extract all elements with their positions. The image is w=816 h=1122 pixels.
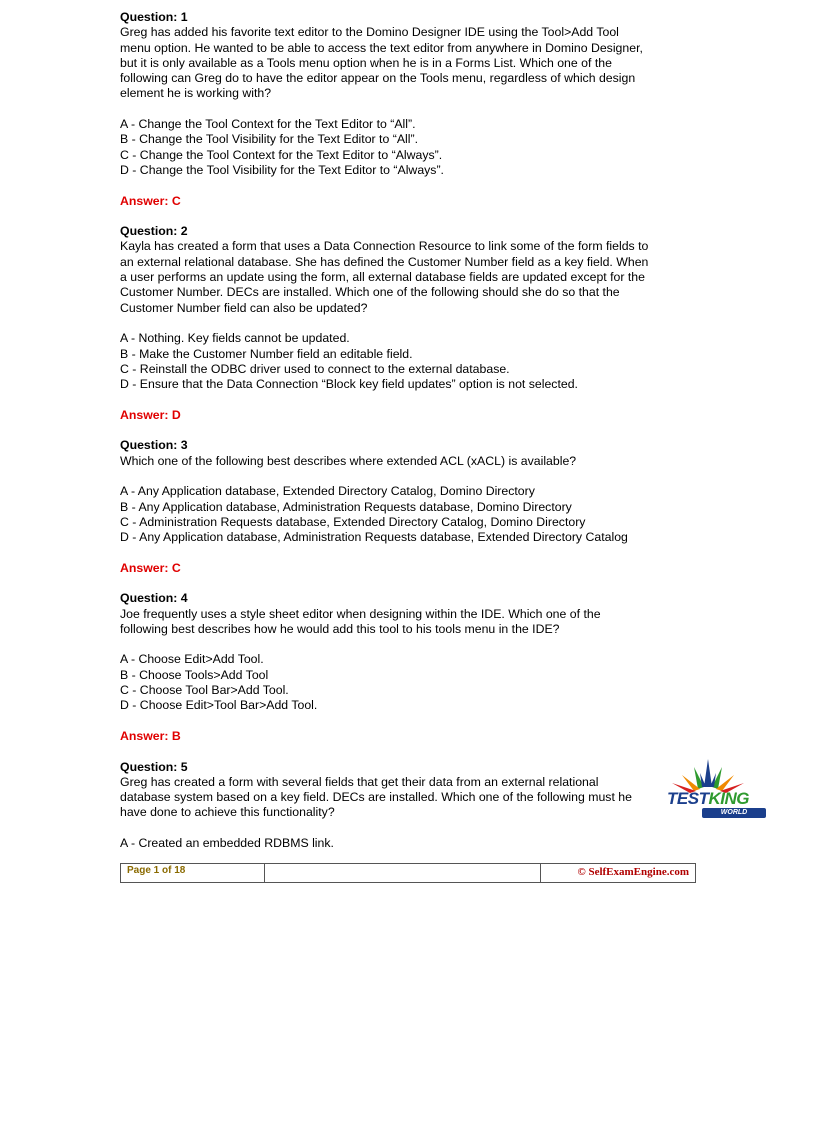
correct-answer: Answer: B xyxy=(120,728,181,743)
footer-spacer xyxy=(265,864,541,882)
answer-option: D - Any Application database, Administration Requests database, Extended Directory Catalog xyxy=(120,530,628,545)
answer-option: B - Change the Tool Visibility for the Text Editor to “All”. xyxy=(120,132,419,147)
answer-option: A - Nothing. Key fields cannot be updated. xyxy=(120,331,350,346)
answer-option: A - Any Application database, Extended Directory Catalog, Domino Directory xyxy=(120,484,535,499)
question-block xyxy=(120,438,700,591)
answer-option: D - Ensure that the Data Connection “Block key field updates” option is not selected. xyxy=(120,377,578,392)
page-number: Page 1 of 18 xyxy=(121,864,265,882)
question-text: Greg has created a form with several fields that get their data from an external relational database system based on a key field. DECs are installed. Which one of the following must he have done to achieve this functionality? xyxy=(120,774,632,820)
answer-option: C - Change the Tool Context for the Text Editor to “Always”. xyxy=(120,147,443,162)
exam-content xyxy=(120,10,700,851)
question-text: Which one of the following best describes where extended ACL (xACL) is available? xyxy=(120,453,577,468)
question-label: Question: 1 xyxy=(120,10,188,24)
question-label: Question: 2 xyxy=(120,224,188,239)
correct-answer: Answer: C xyxy=(120,193,181,208)
question-block xyxy=(120,591,700,759)
question-label: Question: 5 xyxy=(120,759,188,774)
answer-option: C - Choose Tool Bar>Add Tool. xyxy=(120,683,289,698)
answer-option: B - Choose Tools>Add Tool xyxy=(120,667,269,682)
logo-wordmark: TESTKING xyxy=(667,789,749,808)
correct-answer: Answer: D xyxy=(120,407,181,422)
question-label: Question: 3 xyxy=(120,438,188,453)
answer-option: C - Administration Requests database, Extended Directory Catalog, Domino Directory xyxy=(120,514,586,529)
question-text: Kayla has created a form that uses a Data Connection Resource to link some of the form fields to an external relational database. She has defined the Customer Number field as a key field. When a user performs an update using the form, all external database fields are updated except for the Customer Number. DECs are installed. Which one of the following should she do so that the Customer Number field can also be updated? xyxy=(120,239,649,315)
question-block xyxy=(120,10,700,224)
question-label: Question: 4 xyxy=(120,591,188,606)
answer-option: A - Choose Edit>Add Tool. xyxy=(120,652,264,667)
copyright-text: © SelfExamEngine.com xyxy=(577,866,689,878)
answer-option: D - Choose Edit>Tool Bar>Add Tool. xyxy=(120,698,318,713)
question-block xyxy=(120,760,700,852)
answer-option: C - Reinstall the ODBC driver used to connect to the external database. xyxy=(120,361,510,376)
page-footer xyxy=(120,863,696,883)
answer-option: B - Make the Customer Number field an editable field. xyxy=(120,346,413,361)
answer-option: A - Created an embedded RDBMS link. xyxy=(120,836,334,851)
question-text: Joe frequently uses a style sheet editor when designing within the IDE. Which one of the following best describes how he would add this tool to his tools menu in the IDE? xyxy=(120,606,601,636)
answer-option: D - Change the Tool Visibility for the Text Editor to “Always”. xyxy=(120,162,444,177)
answer-option: B - Any Application database, Administration Requests database, Domino Directory xyxy=(120,499,572,514)
correct-answer: Answer: C xyxy=(120,560,181,575)
question-block xyxy=(120,224,700,438)
question-text: Greg has added his favorite text editor to the Domino Designer IDE using the Tool>Add Tool menu option. He wanted to be able to access the text editor from anywhere in Domino Designer, but it is only available as a Tools menu option when he is in a Forms List. Which one of the following can Greg do to have the editor appear on the Tools menu, regardless of which design element he is working with? xyxy=(120,25,643,101)
test-king-world-logo xyxy=(644,757,772,819)
logo-subtitle: WORLD xyxy=(702,808,766,818)
answer-option: A - Change the Tool Context for the Text Editor to “All”. xyxy=(120,117,416,132)
